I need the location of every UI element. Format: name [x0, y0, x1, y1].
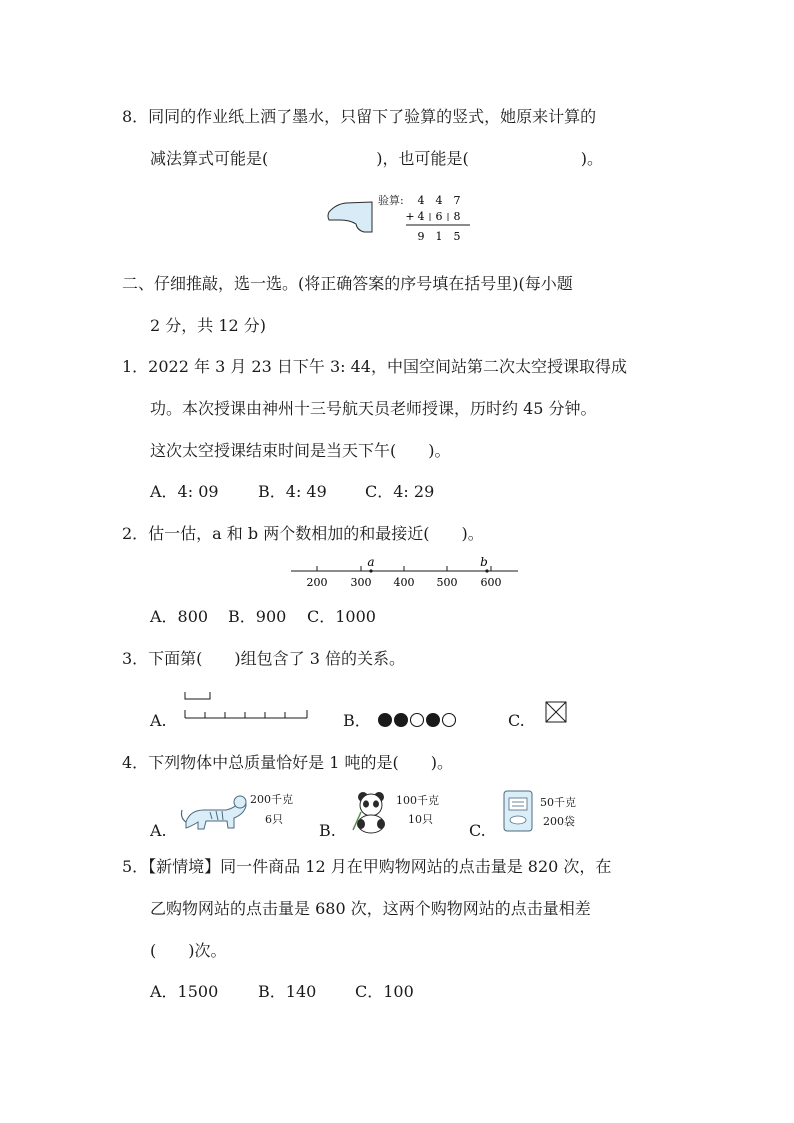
q1-line3: 这次太空授课结束时间是当天下午( )。 [150, 441, 451, 460]
tick-label-500: 500 [436, 576, 458, 589]
q4-option-a-label[interactable]: A. [150, 821, 167, 840]
q2-option-b[interactable]: B．900 [228, 607, 287, 626]
q4-option-b-label[interactable]: B. [319, 821, 336, 840]
q2-number-line [286, 555, 522, 591]
q3-option-c-label[interactable]: C. [508, 711, 525, 730]
empty-circle-icon [443, 714, 456, 727]
q1-line2: 功。本次授课由神州十三号航天员老师授课，历时约 45 分钟。 [150, 399, 597, 418]
q5-option-c[interactable]: C．100 [355, 982, 414, 1001]
row1-digit-3: 7 [453, 194, 461, 207]
row3-digit-2: 1 [435, 230, 443, 243]
filled-circle-icon [379, 714, 392, 727]
section2-line2: 2 分，共 12 分) [150, 316, 267, 335]
q4-option-c-label[interactable]: C. [469, 821, 486, 840]
row2-digit-3: 8 [453, 210, 461, 223]
q8-line2 [150, 148, 603, 170]
row1-digit-1: 4 [417, 194, 425, 207]
tick-label-300: 300 [350, 576, 372, 589]
q1-option-b[interactable]: B．4: 49 [258, 482, 327, 501]
q5-line3: ( )次。 [150, 941, 227, 960]
q2-option-a[interactable]: A．800 [150, 607, 209, 626]
tiger-icon [176, 788, 248, 836]
q2-line1: 2．估一估，a 和 b 两个数相加的和最接近( )。 [122, 524, 484, 543]
q8-line2-part-c: )。 [580, 149, 603, 168]
q5-line1: 5．【新情境】同一件商品 12 月在甲购物网站的点击量是 820 次，在 [122, 857, 612, 876]
filled-circle-icon [395, 714, 408, 727]
filled-circle-icon [427, 714, 440, 727]
q3-option-b-label[interactable]: B． [343, 711, 371, 730]
q5-option-b[interactable]: B．140 [258, 982, 317, 1001]
q8-figure [322, 190, 482, 248]
q5-line2: 乙购物网站的点击量是 680 次，这两个购物网站的点击量相差 [150, 899, 591, 918]
row1-digit-2: 4 [435, 194, 443, 207]
row3-digit-1: 9 [417, 230, 425, 243]
row2-digit-1: 4 [417, 210, 425, 223]
tick-label-400: 400 [393, 576, 415, 589]
label-b: b [480, 555, 488, 569]
q8-line2-part-a: 减法算式可能是( [150, 149, 269, 168]
panda-count: 10只 [408, 813, 433, 826]
q8-line1: 8．同同的作业纸上洒了墨水，只留下了验算的竖式，她原来计算的 [122, 107, 597, 126]
q1-option-c[interactable]: C．4: 29 [365, 482, 435, 501]
label-a: a [367, 555, 375, 569]
row2-digit-2: 6 [435, 210, 443, 223]
point-b [485, 569, 488, 572]
point-a [369, 569, 372, 572]
q3-segments-figure [180, 688, 310, 722]
bag-weight: 50千克 [540, 796, 576, 809]
q1-option-a[interactable]: A．4: 09 [150, 482, 219, 501]
empty-circle-icon [411, 714, 424, 727]
q3-crossed-square-figure [543, 700, 571, 724]
q1-line1: 1．2022 年 3 月 23 日下午 3: 44，中国空间站第二次太空授课取得成 [122, 357, 627, 376]
q2-option-c[interactable]: C．1000 [307, 607, 376, 626]
tick-label-200: 200 [306, 576, 328, 589]
check-label: 验算: [378, 194, 404, 207]
short-segment [185, 692, 210, 699]
tiger-count: 6只 [265, 813, 283, 826]
q8-line2-part-b: )，也可能是( [376, 149, 469, 168]
q3-line1: 3．下面第( )组包含了 3 倍的关系。 [122, 649, 406, 668]
panda-icon [347, 788, 395, 834]
q4-line1: 4．下列物体中总质量恰好是 1 吨的是( )。 [122, 753, 454, 772]
bag-count: 200袋 [543, 815, 575, 828]
q5-option-a[interactable]: A．1500 [150, 982, 219, 1001]
panda-weight: 100千克 [396, 794, 439, 807]
row2-operator: + [405, 210, 415, 223]
flour-bag-icon [500, 788, 536, 834]
ink-blot-icon [328, 202, 372, 232]
tiger-weight: 200千克 [250, 793, 293, 806]
section2-line1: 二、仔细推敲，选一选。(将正确答案的序号填在括号里)(每小题 [122, 274, 573, 293]
tick-label-600: 600 [480, 576, 502, 589]
row3-digit-3: 5 [453, 230, 461, 243]
q3-circles-figure [376, 711, 472, 729]
q3-option-a-label[interactable]: A. [150, 711, 167, 730]
